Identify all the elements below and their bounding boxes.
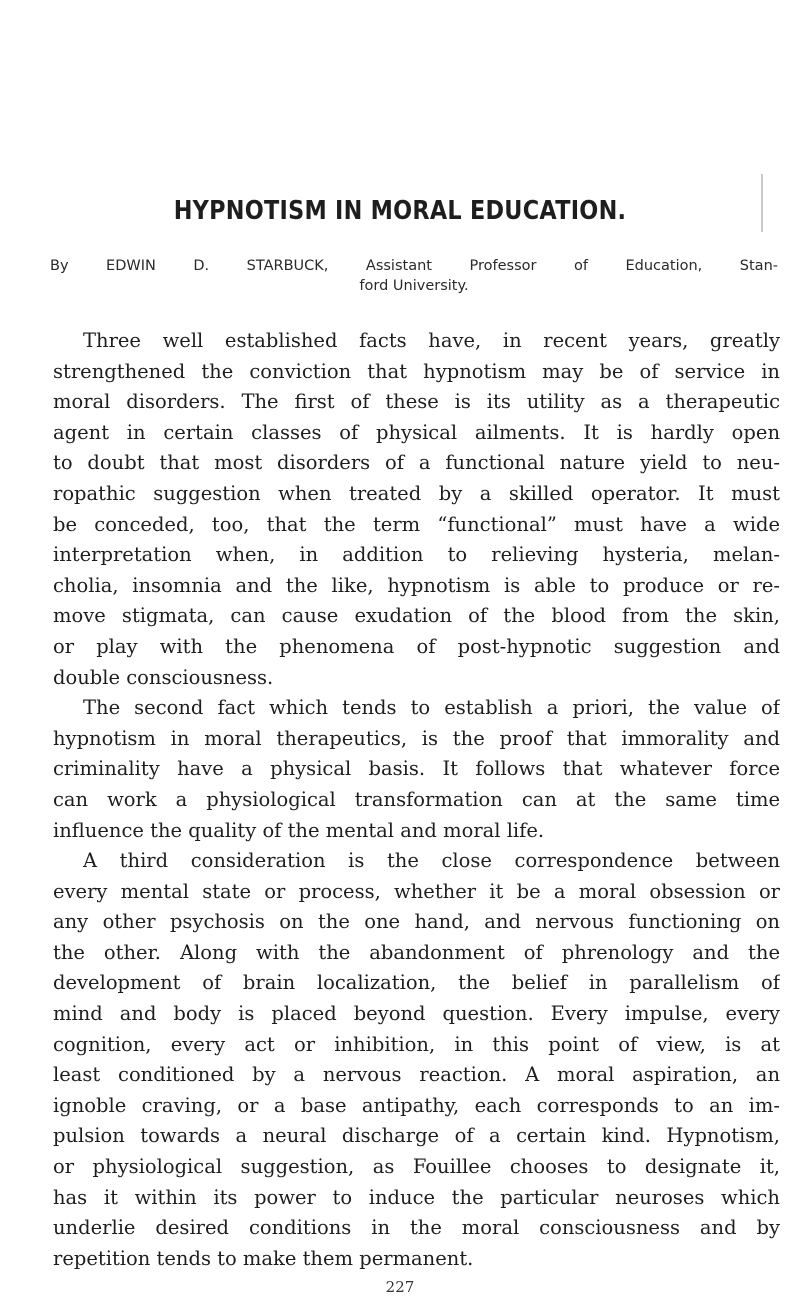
text-line: moral disorders. The first of these is its utility as a therapeutic: [53, 390, 780, 414]
text-line: least conditioned by a nervous reaction. A moral aspiration, an: [53, 1063, 780, 1087]
text-line: Three well established facts have, in recent years, greatly: [83, 329, 780, 352]
text-line: to doubt that most disorders of a functional nature yield to neu-: [53, 451, 780, 475]
text-line: criminality have a physical basis. It follows that whatever force: [53, 757, 780, 781]
text-line: cognition, every act or inhibition, in this point of view, is at: [53, 1032, 780, 1056]
text-line: pulsion towards a neural discharge of a certain kind. Hypnotism,: [53, 1124, 780, 1148]
text-line: or physiological suggestion, as Fouillee chooses to designate it,: [53, 1155, 780, 1179]
paragraph: [53, 846, 780, 1274]
text-line: development of brain localization, the belief in parallelism of: [53, 971, 780, 995]
byline-line-1: By EDWIN D. STARBUCK, Assistant Professor of Education, Stan-: [50, 258, 778, 274]
text-line: mind and body is placed beyond question. Every impulse, every: [53, 1002, 780, 1026]
text-line: repetition tends to make them permanent.: [53, 1246, 474, 1270]
article-body: [53, 326, 780, 1274]
paragraph: [53, 326, 780, 693]
text-line: interpretation when, in addition to relieving hysteria, melan-: [53, 543, 780, 567]
text-line: every mental state or process, whether it be a moral obsession or: [53, 879, 780, 903]
text-line: The second fact which tends to establish a priori, the value of: [83, 696, 780, 720]
text-line: ignoble craving, or a base antipathy, each corresponds to an im-: [53, 1093, 780, 1117]
margin-mark: [761, 174, 763, 232]
author-byline: [50, 256, 778, 296]
text-line: ropathic suggestion when treated by a skilled operator. It must: [53, 481, 780, 505]
byline-line-2: ford University.: [359, 278, 469, 294]
article-title: HYPNOTISM IN MORAL EDUCATION.: [173, 196, 627, 226]
text-line: double consciousness.: [53, 665, 274, 689]
text-line: hypnotism in moral therapeutics, is the proof that immorality and: [53, 726, 780, 750]
text-line: or play with the phenomena of post-hypnotic suggestion and: [53, 634, 780, 658]
text-line: influence the quality of the mental and moral life.: [53, 818, 545, 842]
text-line: A third consideration is the close correspondence between: [83, 849, 780, 873]
text-line: agent in certain classes of physical ailments. It is hardly open: [53, 420, 780, 444]
paragraph: [53, 693, 780, 846]
text-line: the other. Along with the abandonment of phrenology and the: [53, 940, 780, 964]
page-number: 227: [385, 1278, 415, 1296]
text-line: has it within its power to induce the particular neuroses which: [53, 1185, 780, 1209]
text-line: any other psychosis on the one hand, and nervous functioning on: [53, 910, 780, 934]
text-line: be conceded, too, that the term “functional” must have a wide: [53, 512, 780, 536]
text-line: move stigmata, can cause exudation of the blood from the skin,: [53, 604, 780, 628]
text-line: underlie desired conditions in the moral consciousness and by: [53, 1216, 780, 1240]
text-line: strengthened the conviction that hypnotism may be of service in: [53, 359, 780, 383]
text-line: can work a physiological transformation can at the same time: [53, 787, 780, 811]
text-line: cholia, insomnia and the like, hypnotism is able to produce or re-: [53, 573, 780, 597]
